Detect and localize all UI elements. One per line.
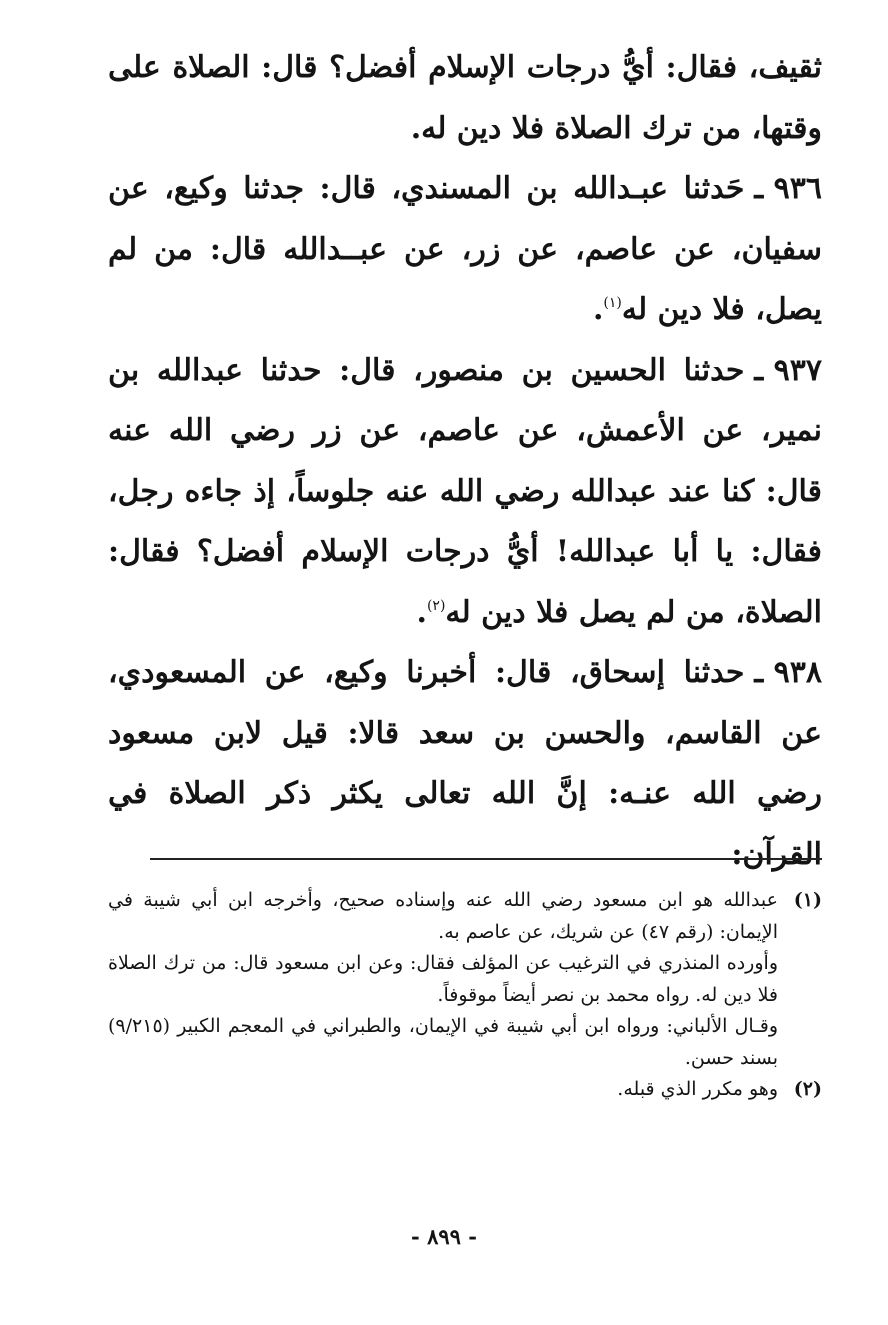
hadith-938 <box>108 643 822 885</box>
continuation-paragraph: ثقيف، فقال: أيُّ درجات الإسلام أفضل؟ قال: الصلاة على وقتها، من ترك الصلاة فلا دين له. <box>108 50 822 146</box>
main-text <box>108 38 822 885</box>
hadith-936 <box>108 159 822 341</box>
footnote-body <box>108 1074 778 1106</box>
footnote-paragraph: عبدالله هو ابن مسعود رضي الله عنه وإسناده صحيح، وأخرجه ابن أبي شيبة في الإيمان: (رقم ٤٧) عن شريك، عن عاصم به. <box>108 889 778 943</box>
hadith-end: . <box>592 292 604 327</box>
footnote-marker: (٢) <box>793 1078 822 1100</box>
hadith-text: حَدثنا عبـدالله بن المسندي، قال: جدثنا وكيع، عن سفيان، عن عاصم، عن زر، عن عبــدالله قال: من لم يصل، فلا دين له <box>108 171 822 327</box>
hadith-number: ٩٣٧ ـ <box>754 352 822 388</box>
footnote-marker: (١) <box>793 889 822 911</box>
footnote-reference: (١) <box>603 295 622 311</box>
footnote-1 <box>108 885 822 1074</box>
footnote-paragraph: وهو مكرر الذي قبله. <box>617 1078 778 1100</box>
hadith-937 <box>108 341 822 644</box>
hadith-number: ٩٣٨ ـ <box>754 655 822 690</box>
page-number: - ٨٩٩ - <box>411 1224 477 1249</box>
hadith-text: حدثنا إسحاق، قال: أخبرنا وكيع، عن المسعودي، عن القاسم، والحسن بن سعد قالا: قيل لابن مسعود رضي الله عنـه: إنَّ الله تعالى يكثر ذكر الصلاة في القرآن: <box>108 655 822 872</box>
hadith-number: ٩٣٦ ـ <box>754 171 822 206</box>
footnote-body <box>108 885 778 1074</box>
footnotes <box>108 885 822 1106</box>
footnote-paragraph: وأورده المنذري في الترغيب عن المؤلف فقال: وعن ابن مسعود قال: من ترك الصلاة فلا دين له. رواه محمد بن نصر أيضاً موقوفاً. <box>108 952 778 1006</box>
hadith-end: . <box>416 594 427 630</box>
footnote-separator <box>150 858 822 860</box>
footnote-paragraph: وقـال الألباني: ورواه ابن أبي شيبة في الإيمان، والطبراني في المعجم الكبير (٩/٢١٥) بسند حسن. <box>108 1015 778 1069</box>
footnote-2 <box>108 1074 822 1106</box>
hadith-text: حدثنا الحسين بن منصور، قال: حدثنا عبدالله بن نمير، عن الأعمش، عن عاصم، عن زر رضي الله عنه قال: كنا عند عبدالله رضي الله عنه جلوساً، إذ جاءه رجل، فقال: يا أبا عبدالله! أيُّ درجات الإسلام أفضل؟ فقال: الصلاة، من لم يصل فلا دين له <box>108 352 822 630</box>
footnote-reference: (٢) <box>426 597 446 614</box>
